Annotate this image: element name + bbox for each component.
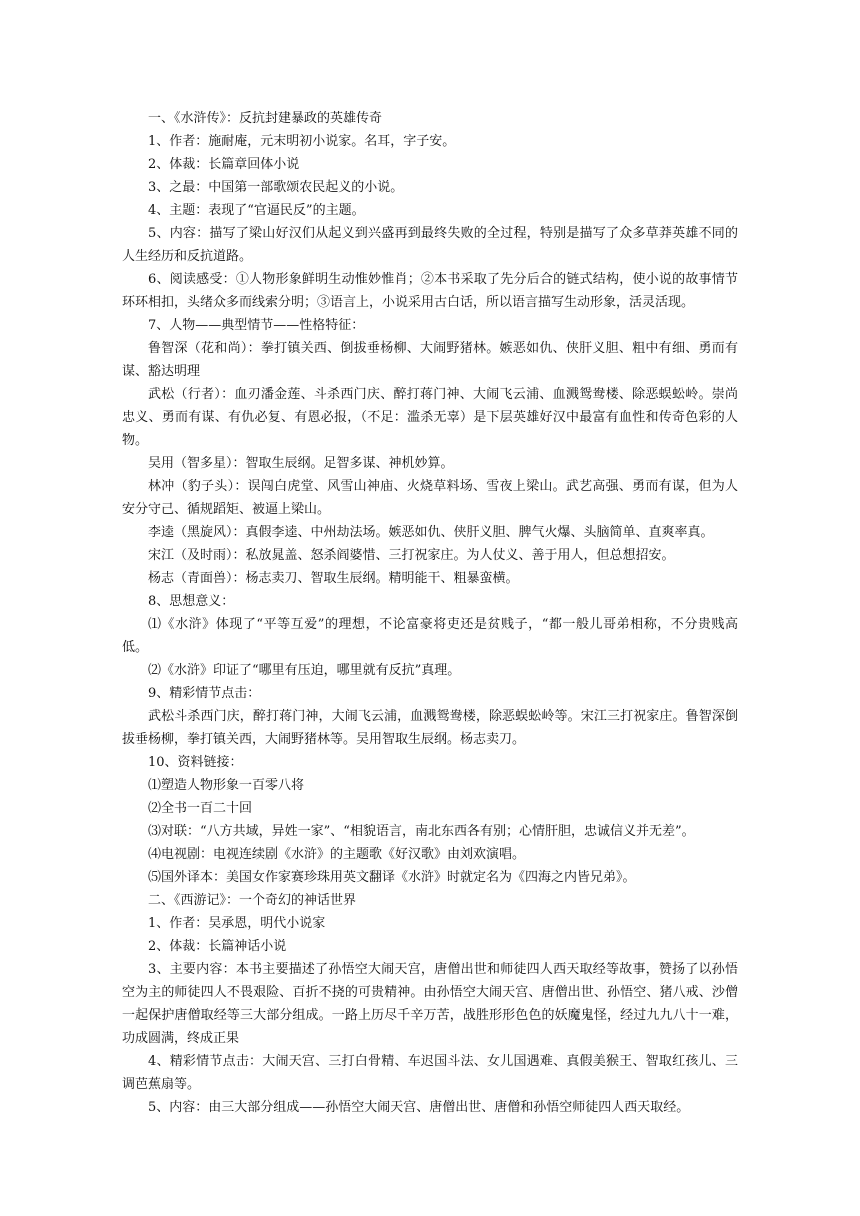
paragraph: 8、思想意义： [148, 594, 235, 609]
paragraph: 2、体裁：长篇章回体小说 [148, 157, 300, 172]
document-page [122, 107, 738, 1119]
paragraph: ⑵《水浒》印证了“哪里有压迫，哪里就有反抗”真理。 [148, 663, 461, 678]
paragraph: ⑴《水浒》体现了“平等互爱”的理想，不论富豪将吏还是贫贱子，“都一般儿哥弟相称，不分贵贱高低。 [122, 617, 738, 655]
paragraph: 4、精彩情节点击：大闹天宫、三打白骨精、车迟国斗法、女儿国遇难、真假美猴王、智取红孩儿、三调芭蕉扇等。 [122, 1054, 738, 1092]
paragraph: ⑴塑造人物形象一百零八将 [148, 778, 305, 793]
paragraph: ⑸国外译本：美国女作家赛珍珠用英文翻译《水浒》时就定名为《四海之内皆兄弟》。 [148, 870, 636, 885]
paragraph: 宋江（及时雨）：私放晁盖、怒杀阎婆惜、三打祝家庄。为人仗义、善于用人，但总想招安。 [148, 548, 675, 563]
paragraph: 3、之最：中国第一部歌颂农民起义的小说。 [148, 180, 404, 195]
paragraph: 吴用（智多星）：智取生辰纲。足智多谋、神机妙算。 [148, 456, 454, 471]
paragraph: 1、作者：吴承恩，明代小说家 [148, 916, 326, 931]
paragraph: 2、体裁：长篇神话小说 [148, 939, 287, 954]
paragraph: 3、主要内容：本书主要描述了孙悟空大闹天宫，唐僧出世和师徒四人西天取经等故事，赞扬了以孙悟空为主的师徒四人不畏艰险、百折不挠的可贵精神。由孙悟空大闹天宫、唐僧出世、孙悟空、猪八戒、沙僧一起保护唐僧取经等三大部分组成。一路上历尽千辛万苦，战胜形形色色的妖魔鬼怪，经过九九八十一难，功成圆满，终成正果 [122, 962, 738, 1046]
paragraph: ⑵全书一百二十回 [148, 801, 253, 816]
paragraph: ⑷电视剧：电视连续剧《水浒》的主题歌《好汉歌》由刘欢演唱。 [148, 847, 526, 862]
paragraph: ⑶对联：“八方共域，异姓一家”、“相貌语言，南北东西各有别；心情肝胆，忠诚信义并无差”。 [148, 824, 695, 839]
paragraph: 1、作者：施耐庵，元末明初小说家。名耳，字子安。 [148, 134, 456, 149]
paragraph: 杨志（青面兽）：杨志卖刀、智取生辰纲。精明能干、粗暴蛮横。 [148, 571, 519, 586]
paragraph: 6、阅读感受：①人物形象鲜明生动惟妙惟肖；②本书采取了先分后合的链式结构，使小说的故事情节环环相扣，头绪众多而线索分明；③语言上，小说采用古白话，所以语言描写生动形象，活灵活现。 [122, 272, 738, 310]
paragraph: 林冲（豹子头）：误闯白虎堂、风雪山神庙、火烧草料场、雪夜上梁山。武艺高强、勇而有谋，但为人安分守己、循规蹈矩、被逼上梁山。 [122, 479, 738, 517]
paragraph: 鲁智深（花和尚）：拳打镇关西、倒拔垂杨柳、大闹野猪林。嫉恶如仇、侠肝义胆、粗中有细、勇而有谋、豁达明理 [122, 341, 738, 379]
paragraph: 李逵（黑旋风）：真假李逵、中州劫法场。嫉恶如仇、侠肝义胆、脾气火爆、头脑简单、直爽率真。 [148, 525, 714, 540]
section-heading-xiyou: 二、《西游记》：一个奇幻的神话世界 [148, 893, 357, 908]
paragraph: 4、主题：表现了“官逼民反”的主题。 [148, 203, 365, 218]
paragraph: 10、资料链接： [148, 755, 243, 770]
paragraph: 9、精彩情节点击： [148, 686, 261, 701]
paragraph: 7、人物——典型情节——性格特征： [148, 318, 365, 333]
paragraph: 5、内容：描写了梁山好汉们从起义到兴盛再到最终失败的全过程，特别是描写了众多草莽英雄不同的人生经历和反抗道路。 [122, 226, 738, 264]
paragraph: 武松（行者）：血刃潘金莲、斗杀西门庆、醉打蒋门神、大闹飞云浦、血溅鸳鸯楼、除恶蜈蚣岭。崇尚忠义、勇而有谋、有仇必复、有恩必报，（不足：滥杀无辜）是下层英雄好汉中最富有血性和传奇色彩的人物。 [122, 387, 738, 448]
section-heading-shuihu: 一、《水浒传》：反抗封建暴政的英雄传奇 [148, 111, 383, 126]
paragraph: 5、内容：由三大部分组成——孙悟空大闹天宫、唐僧出世、唐僧和孙悟空师徒四人西天取经。 [148, 1100, 690, 1115]
paragraph: 武松斗杀西门庆，醉打蒋门神，大闹飞云浦，血溅鸳鸯楼，除恶蜈蚣岭等。宋江三打祝家庄。鲁智深倒拔垂杨柳，拳打镇关西，大闹野猪林等。吴用智取生辰纲。杨志卖刀。 [122, 709, 738, 747]
